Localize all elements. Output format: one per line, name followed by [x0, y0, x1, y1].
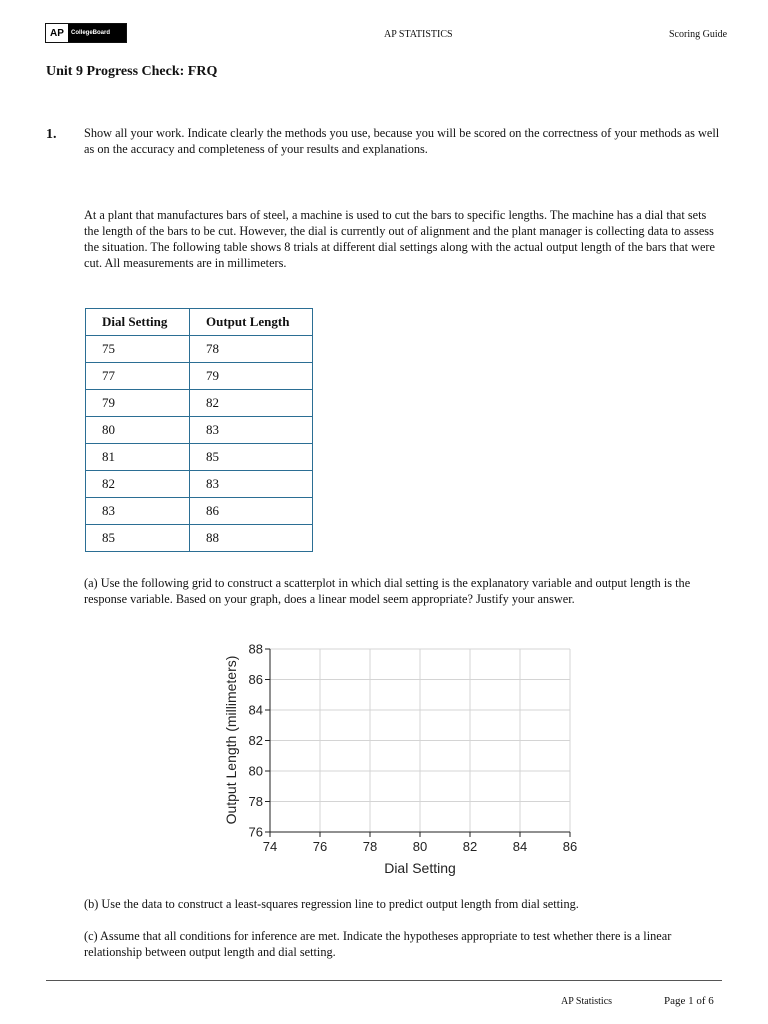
dial-setting-cell: 83: [86, 498, 190, 525]
y-tick-label: 86: [248, 672, 263, 687]
question-part-b: (b) Use the data to construct a least-squares regression line to predict output length from dial setting.: [84, 897, 579, 911]
output-length-cell: 78: [190, 336, 313, 363]
logo-ap-mark: AP: [46, 24, 68, 42]
table-row: [86, 336, 313, 363]
x-tick-label: 76: [312, 839, 328, 854]
dial-setting-cell: 75: [86, 336, 190, 363]
chart-axes: [265, 649, 570, 837]
tick-labels: [249, 642, 578, 855]
output-length-cell: 79: [190, 363, 313, 390]
x-tick-label: 80: [412, 839, 428, 854]
x-tick-label: 86: [562, 839, 578, 854]
y-axis-label: Output Length (millimeters): [223, 655, 239, 825]
dial-setting-cell: 82: [86, 471, 190, 498]
question-number: 1.: [46, 127, 57, 142]
dial-setting-cell: 81: [86, 444, 190, 471]
output-length-cell: 88: [190, 525, 313, 552]
dial-setting-cell: 80: [86, 417, 190, 444]
column-header-dial-setting: Dial Setting: [86, 309, 190, 336]
header-course-title: AP STATISTICS: [384, 29, 453, 40]
table-row: [86, 417, 313, 444]
table-row: [86, 471, 313, 498]
question-instructions: Show all your work. Indicate clearly the methods you use, because you will be scored on the correctness of your methods as well as on the accuracy and completeness of your results and explanations.: [84, 126, 720, 156]
x-tick-label: 74: [262, 839, 278, 854]
x-tick-label: 78: [362, 839, 378, 854]
table-row: [86, 363, 313, 390]
y-tick-label: 88: [248, 641, 263, 657]
table-row: [86, 525, 313, 552]
header-doc-type: Scoring Guide: [669, 29, 728, 40]
output-length-cell: 83: [190, 471, 313, 498]
question-part-c: (c) Assume that all conditions for inference are met. Indicate the hypotheses appropriate to test whether there is a linear relationship between output length and dial setting.: [84, 929, 672, 959]
y-tick-label: 82: [248, 733, 263, 748]
y-tick-label: 84: [248, 702, 263, 718]
column-header-output-length: Output Length: [190, 309, 313, 336]
dial-setting-cell: 77: [86, 363, 190, 390]
page-title: Unit 9 Progress Check: FRQ: [46, 64, 218, 79]
y-tick-label: 78: [248, 794, 263, 809]
scatterplot-grid-chart: [215, 636, 595, 881]
table-row: [86, 498, 313, 525]
table-row: [86, 444, 313, 471]
output-length-cell: 82: [190, 390, 313, 417]
question-part-a: (a) Use the following grid to construct a scatterplot in which dial setting is the explanatory variable and output length is the response variable. Based on your graph, does a linear model seem appropriate? Justify your answer.: [84, 576, 691, 606]
dial-setting-cell: 85: [86, 525, 190, 552]
footer-divider: [46, 980, 722, 981]
grid-lines: [270, 649, 570, 832]
y-tick-label: 80: [248, 763, 263, 779]
logo-brand-text: CollegeBoard: [68, 24, 126, 42]
x-axis-label: Dial Setting: [384, 860, 456, 876]
x-tick-label: 82: [462, 839, 478, 854]
output-length-cell: 83: [190, 417, 313, 444]
table-row: [86, 390, 313, 417]
question-context: At a plant that manufactures bars of steel, a machine is used to cut the bars to specific lengths. The machine has a dial that sets the length of the bars to be cut. However, the dial is currently out of alignment and the plant manager is collecting data to assess the situation. The following table shows 8 trials at different dial settings along with the actual output length of the bars that were cut. All measurements are in millimeters.: [84, 208, 715, 270]
x-tick-label: 84: [512, 839, 528, 854]
y-tick-label: 76: [248, 824, 263, 840]
footer-course-name: AP Statistics: [561, 996, 613, 1007]
table-header-row: [86, 309, 313, 336]
ap-collegeboard-logo: [45, 23, 127, 43]
data-table: [85, 308, 313, 552]
dial-setting-cell: 79: [86, 390, 190, 417]
page-number: Page 1 of 6: [664, 995, 714, 1007]
output-length-cell: 86: [190, 498, 313, 525]
output-length-cell: 85: [190, 444, 313, 471]
